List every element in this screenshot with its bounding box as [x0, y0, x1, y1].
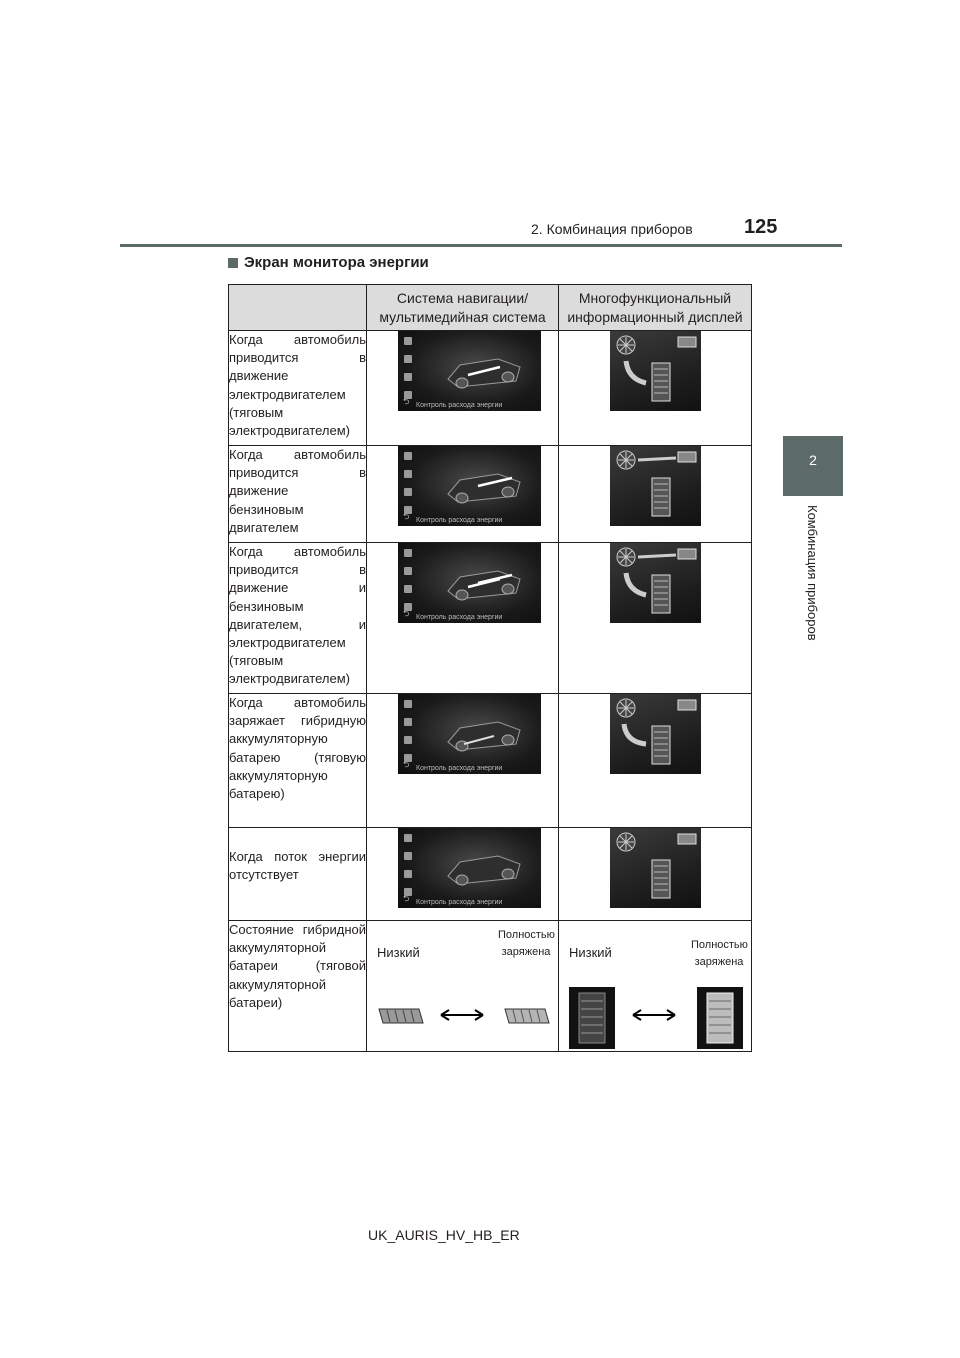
- row-label: Когда автомобиль приводится в движение бензиновым двигателем: [229, 446, 367, 543]
- section-title: [228, 254, 429, 271]
- battery-full-icon: [697, 987, 743, 1049]
- mid-battery-scale: [559, 921, 752, 1051]
- mid-screen-cell: [559, 543, 752, 694]
- section-title-text: Экран монитора энергии: [244, 254, 429, 271]
- mid-screen-cell: [559, 446, 752, 543]
- energy-flow-icon: [610, 694, 701, 774]
- nav-screen-caption: Контроль расхода энергии: [416, 765, 503, 772]
- document-code: UK_AURIS_HV_HB_ER: [368, 1227, 520, 1243]
- battery-full-icon: [501, 1005, 551, 1027]
- battery-low-icon: [375, 1005, 425, 1027]
- nav-screen-cell: [367, 543, 559, 694]
- energy-flow-icon: [610, 543, 701, 623]
- car-icon: [438, 842, 528, 894]
- table-row: [229, 446, 752, 543]
- back-arrow-icon: ⮌: [403, 512, 410, 521]
- nav-energy-screen: [398, 331, 541, 411]
- car-icon: [438, 345, 528, 397]
- header-cell-nav: Система навигации/ мультимедийная система: [367, 285, 559, 331]
- row-label: Состояние гибридной аккумуляторной батареи (тяговой аккумуляторной батареи): [229, 921, 367, 1052]
- battery-low-icon: [569, 987, 615, 1049]
- row-label: Когда автомобиль приводится в движение и бензиновым двигателем, и электродвигателем (тяговым электродвигателем): [229, 543, 367, 694]
- double-arrow-icon: [631, 1007, 677, 1023]
- back-arrow-icon: ⮌: [403, 397, 410, 406]
- nav-energy-screen: [398, 828, 541, 908]
- energy-flow-icon: [610, 331, 701, 411]
- back-arrow-icon: ⮌: [403, 760, 410, 769]
- car-icon: [438, 708, 528, 760]
- nav-energy-screen: [398, 543, 541, 623]
- back-arrow-icon: ⮌: [403, 609, 410, 618]
- nav-screen-caption: Контроль расхода энергии: [416, 614, 503, 621]
- nav-battery-scale: [367, 921, 559, 1051]
- mid-battery-cell: [559, 921, 752, 1052]
- nav-battery-full-label: Полностью заряжена: [498, 929, 555, 958]
- nav-screen-caption: Контроль расхода энергии: [416, 899, 503, 906]
- mid-battery-full-label: Полностью заряжена: [691, 939, 748, 968]
- nav-screen-cell: [367, 828, 559, 921]
- mid-energy-screen: [610, 331, 701, 411]
- nav-menu-icons: [404, 700, 412, 762]
- table-row-battery: [229, 921, 752, 1052]
- table-row: [229, 828, 752, 921]
- row-label: Когда поток энергии отсутствует: [229, 828, 367, 921]
- nav-battery-low-label: Низкий: [377, 945, 420, 960]
- nav-menu-icons: [404, 834, 412, 896]
- table-header-row: [229, 285, 752, 331]
- table-row: [229, 694, 752, 828]
- row-label: Когда автомобиль заряжает гибридную аккумуляторную батарею (тяговую аккумуляторную батарею): [229, 694, 367, 828]
- energy-flow-icon: [610, 446, 701, 526]
- energy-flow-icon: [610, 828, 701, 908]
- mid-energy-screen: [610, 543, 701, 623]
- mid-battery-low-label: Низкий: [569, 945, 612, 960]
- double-arrow-icon: [439, 1007, 485, 1023]
- nav-screen-cell: [367, 446, 559, 543]
- mid-energy-screen: [610, 694, 701, 774]
- table-row: [229, 331, 752, 446]
- nav-energy-screen: [398, 694, 541, 774]
- header-cell-empty: [229, 285, 367, 331]
- section-bullet-icon: [228, 258, 238, 268]
- row-label: Когда автомобиль приводится в движение электродвигателем (тяговым электродвигателем): [229, 331, 367, 446]
- nav-battery-cell: [367, 921, 559, 1052]
- chapter-side-label: Комбинация приборов: [805, 505, 820, 641]
- nav-menu-icons: [404, 549, 412, 611]
- nav-screen-cell: [367, 331, 559, 446]
- header-cell-mid: Многофункциональный информационный дисплей: [559, 285, 752, 331]
- nav-screen-cell: [367, 694, 559, 828]
- chapter-side-tab: [783, 436, 843, 496]
- energy-monitor-table: [228, 284, 752, 1052]
- mid-screen-cell: [559, 694, 752, 828]
- page-number: 125: [744, 216, 778, 238]
- car-icon: [438, 557, 528, 609]
- table-row: [229, 543, 752, 694]
- mid-energy-screen: [610, 446, 701, 526]
- nav-menu-icons: [404, 337, 412, 399]
- car-icon: [438, 460, 528, 512]
- mid-screen-cell: [559, 828, 752, 921]
- chapter-number: 2: [809, 452, 817, 468]
- header-rule: [120, 244, 842, 247]
- back-arrow-icon: ⮌: [403, 894, 410, 903]
- nav-screen-caption: Контроль расхода энергии: [416, 402, 503, 409]
- chapter-title: 2. Комбинация приборов: [531, 221, 693, 237]
- nav-menu-icons: [404, 452, 412, 514]
- mid-energy-screen: [610, 828, 701, 908]
- mid-screen-cell: [559, 331, 752, 446]
- nav-screen-caption: Контроль расхода энергии: [416, 517, 503, 524]
- nav-energy-screen: [398, 446, 541, 526]
